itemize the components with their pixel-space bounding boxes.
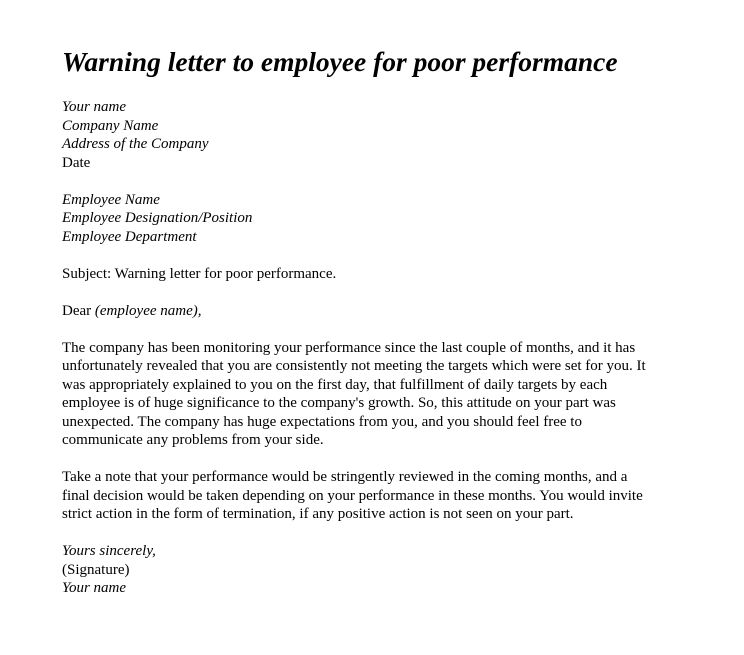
closing-block <box>62 542 702 598</box>
closing-name: Your name <box>62 580 127 596</box>
paragraph-line: was appropriately explained to you on the first day, that fulfillment of daily targets by each <box>62 376 608 393</box>
spacer <box>62 283 702 302</box>
salutation-name: (employee name), <box>94 302 202 319</box>
valediction: Yours sincerely, <box>62 543 156 559</box>
document-title: Warning letter to employee for poor performance <box>62 46 618 77</box>
paragraph-line: unexpected. The company has huge expectations from you, and you should feel free to <box>62 413 582 430</box>
letter-document <box>62 42 702 598</box>
recipient-name: Employee Name <box>62 191 160 208</box>
paragraph-line: Take a note that your performance would be stringently reviewed in the coming months, and a <box>62 469 628 485</box>
salutation-prefix: Dear <box>62 302 95 319</box>
paragraph-line: final decision would be taken depending on your performance in these months. You would invite <box>62 487 643 504</box>
sender-company: Company Name <box>62 117 159 134</box>
subject-line <box>62 265 702 284</box>
paragraph-line: The company has been monitoring your performance since the last couple of months, and it has <box>62 339 636 356</box>
sender-address: Address of the Company <box>62 136 209 152</box>
subject-text: Subject: Warning letter for poor performance. <box>62 265 337 282</box>
salutation-line <box>62 302 702 321</box>
spacer <box>62 246 702 265</box>
signature: (Signature) <box>62 561 130 578</box>
spacer <box>62 450 702 469</box>
paragraph-line: unfortunately revealed that you are consistently not meeting the targets which were set for you. It <box>62 358 646 374</box>
recipient-block <box>62 191 702 247</box>
salutation <box>62 302 702 321</box>
spacer <box>62 524 702 543</box>
letter-date: Date <box>62 154 91 171</box>
sender-name: Your name <box>62 99 127 115</box>
body-paragraph-2 <box>62 468 702 524</box>
paragraph-line: strict action in the form of termination, if any positive action is not seen on your part. <box>62 506 574 522</box>
spacer <box>62 172 702 191</box>
body-paragraph-1 <box>62 339 702 450</box>
recipient-designation: Employee Designation/Position <box>62 210 253 226</box>
paragraph-line: communicate any problems from your side. <box>62 432 324 448</box>
spacer <box>62 320 702 339</box>
sender-block <box>62 98 702 172</box>
recipient-department: Employee Department <box>62 228 197 245</box>
paragraph-line: employee is of huge significance to the company's growth. So, this attitude on your part was <box>62 395 616 411</box>
